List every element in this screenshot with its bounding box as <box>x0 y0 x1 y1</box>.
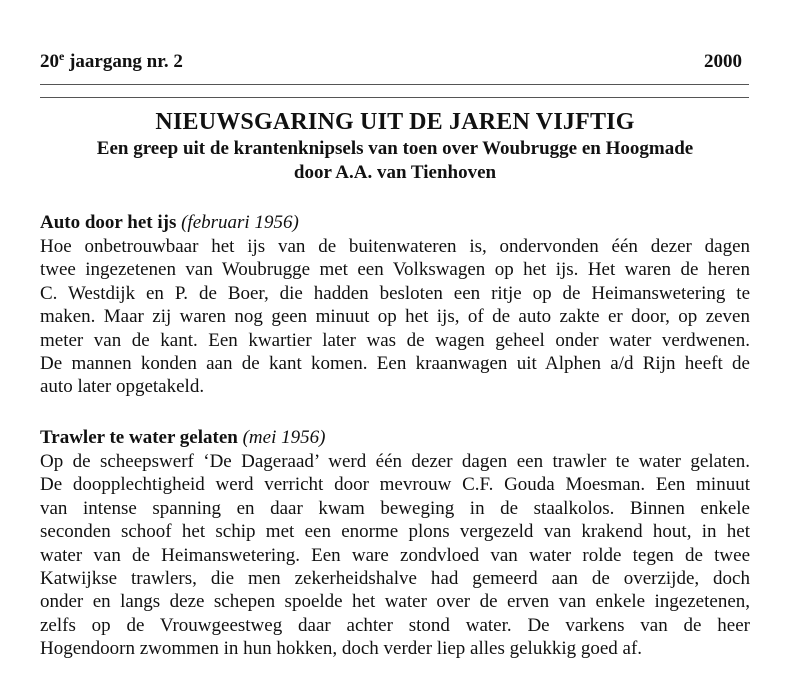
text-line: Katwijkse trawlers, die men zekerheidshalve had gemeerd aan de overzijde, doch <box>40 568 750 590</box>
section-date: (februari 1956) <box>181 212 299 233</box>
text-line: meter van de kant. Een kwartier later was de wagen geheel onder water verdwenen. <box>40 329 750 351</box>
header-rule-top <box>40 84 749 85</box>
text-line: auto later opgetakeld. <box>40 376 205 398</box>
text-line: seconden schoof het schip met een enorme plons vergezeld van krakend hout, in het <box>40 521 750 543</box>
text-line: onder en langs deze schepen spoelde het water over de erven van enkele ingezetenen, <box>40 591 750 613</box>
text-line: De doopplechtigheid werd verricht door mevrouw C.F. Gouda Moesman. Een minuut <box>40 474 750 496</box>
volume-label <box>40 50 183 75</box>
volume-rest: jaargang nr. 2 <box>64 51 183 72</box>
text-line: twee ingezetenen van Woubrugge met een Volkswagen op het ijs. Het waren de heren <box>40 259 750 281</box>
text-line: van intense spanning en daar kwam beweging in de staalkolos. Binnen enkele <box>40 497 750 519</box>
header-rule-bottom <box>40 97 749 98</box>
article-title: NIEUWSGARING UIT DE JAREN VIJFTIG <box>155 109 635 135</box>
article-author: door A.A. van Tienhoven <box>293 162 497 183</box>
text-line: Op de scheepswerf ‘De Dageraad’ werd één dezer dagen een trawler te water gelaten. <box>40 451 750 472</box>
text-line: De mannen konden aan de kant komen. Een kraanwagen uit Alphen a/d Rijn heeft de <box>40 353 750 375</box>
text-line: water van de Heimanswetering. Een ware zondvloed van water rolde tegen de twee <box>40 544 750 566</box>
text-line: Hoe onbetrouwbaar het ijs van de buitenwateren is, ondervonden één dezer dagen <box>40 236 750 257</box>
volume-suffix: e <box>59 49 65 63</box>
text-line: maken. Maar zij waren nog geen minuut op het ijs, of de auto zakte er door, op zeven <box>40 306 750 328</box>
year-label: 2000 <box>704 51 742 72</box>
section-heading <box>40 211 750 235</box>
section-body <box>40 235 750 399</box>
volume-number: 20 <box>40 51 59 72</box>
section-title: Auto door het ijs <box>40 212 177 233</box>
section-body <box>40 450 750 661</box>
section-heading <box>40 426 750 450</box>
text-line: C. Westdijk en P. de Boer, die hadden besloten een ritje op de Heimanswetering te <box>40 282 750 304</box>
section-date: (mei 1956) <box>242 427 326 448</box>
text-line: zelfs op de Vrouwgeestweg daar achter stond water. De varkens van de heer <box>40 614 750 636</box>
article-subtitle: Een greep uit de krantenknipsels van toen over Woubrugge en Hoogmade <box>96 138 694 159</box>
section-title: Trawler te water gelaten <box>40 427 238 448</box>
text-line: Hogendoorn zwommen in hun hokken, doch verder liep alles gelukkig goed af. <box>40 638 643 660</box>
